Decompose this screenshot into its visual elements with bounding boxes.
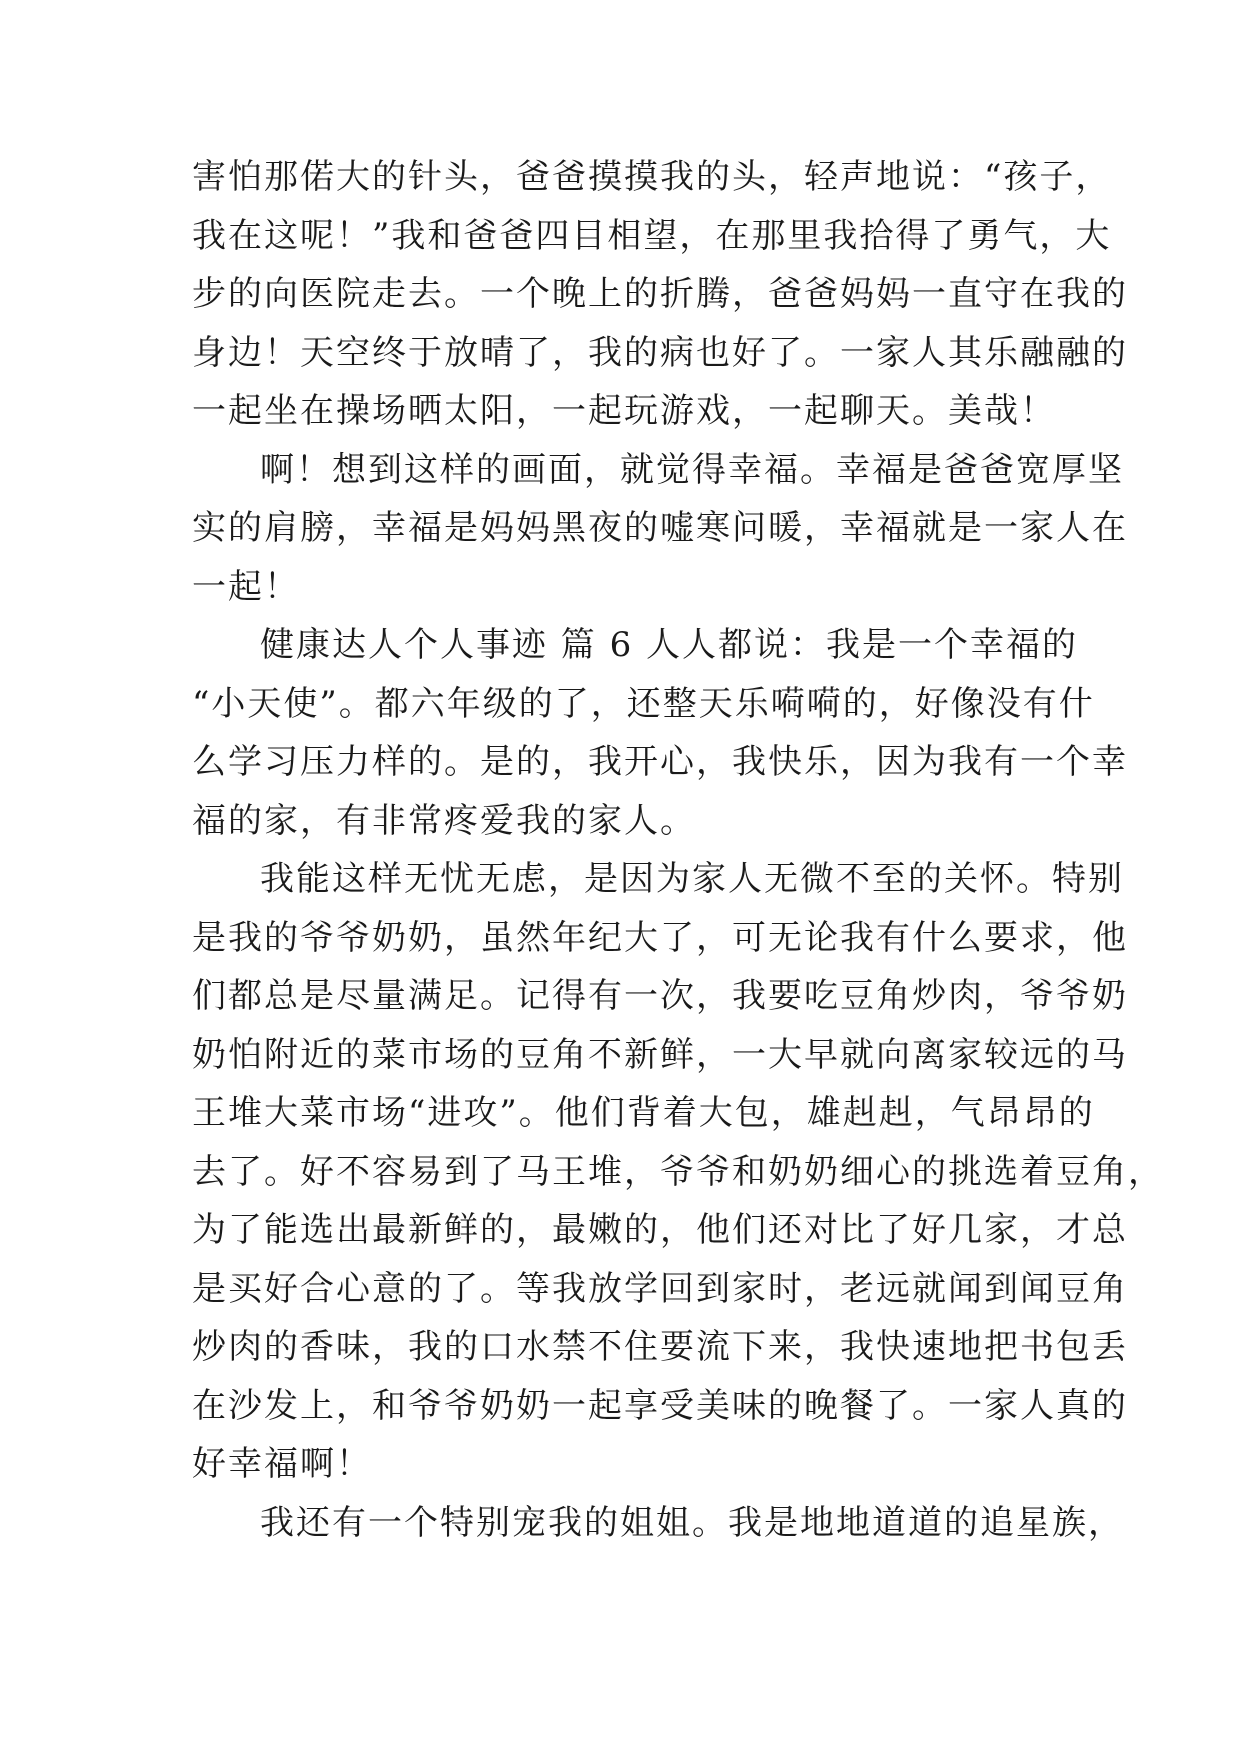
text-line: 实的肩膀，幸福是妈妈黑夜的嘘寒问暖，幸福就是一家人在	[192, 508, 1128, 548]
text-line: 一起！	[192, 566, 300, 607]
text-line: “小天使”。都六年级的了，还整天乐嗬嗬的，好像没有什	[192, 683, 1095, 724]
body-text	[192, 148, 1164, 1552]
text-line: 福的家，有非常疼爱我的家人。	[192, 800, 696, 841]
text-line: 么学习压力样的。是的，我开心，我快乐，因为我有一个幸	[192, 742, 1128, 782]
text-line: 我能这样无忧无虑，是因为家人无微不至的关怀。特别	[260, 859, 1124, 899]
text-line: 们都总是尽量满足。记得有一次，我要吃豆角炒肉，爷爷奶	[192, 976, 1128, 1016]
text-line: 去了。好不容易到了马王堆，爷爷和奶奶细心的挑选着豆角，	[192, 1151, 1164, 1192]
text-line: 健康达人个人事迹 篇 6 人人都说：我是一个幸福的	[260, 625, 1079, 665]
text-line: 是我的爷爷奶奶，虽然年纪大了，可无论我有什么要求，他	[192, 917, 1128, 958]
text-line: 奶怕附近的菜市场的豆角不新鲜，一大早就向离家较远的马	[192, 1034, 1128, 1075]
text-line: 炒肉的香味，我的口水禁不住要流下来，我快速地把书包丢	[192, 1327, 1128, 1367]
text-line: 我还有一个特别宠我的姐姐。我是地地道道的追星族，	[260, 1502, 1124, 1543]
text-line: 身边！天空终于放晴了，我的病也好了。一家人其乐融融的	[192, 332, 1128, 373]
text-line: 王堆大菜市场“进攻”。他们背着大包，雄赳赳，气昂昂的	[192, 1093, 1095, 1133]
text-line: 啊！想到这样的画面，就觉得幸福。幸福是爸爸宽厚坚	[260, 449, 1124, 490]
text-line: 好幸福啊！	[192, 1444, 372, 1484]
text-line: 是买好合心意的了。等我放学回到家时，老远就闻到闻豆角	[192, 1268, 1128, 1309]
text-line: 我在这呢！”我和爸爸四目相望，在那里我拾得了勇气，大	[192, 215, 1112, 256]
text-line: 步的向医院走去。一个晚上的折腾，爸爸妈妈一直守在我的	[192, 274, 1128, 314]
text-line: 一起坐在操场晒太阳，一起玩游戏，一起聊天。美哉！	[192, 391, 1056, 431]
text-line: 在沙发上，和爷爷奶奶一起享受美味的晚餐了。一家人真的	[192, 1385, 1128, 1426]
text-line: 害怕那偌大的针头，爸爸摸摸我的头，轻声地说：“孩子，	[192, 157, 1112, 197]
text-line: 为了能选出最新鲜的，最嫩的，他们还对比了好几家，才总	[192, 1210, 1128, 1250]
